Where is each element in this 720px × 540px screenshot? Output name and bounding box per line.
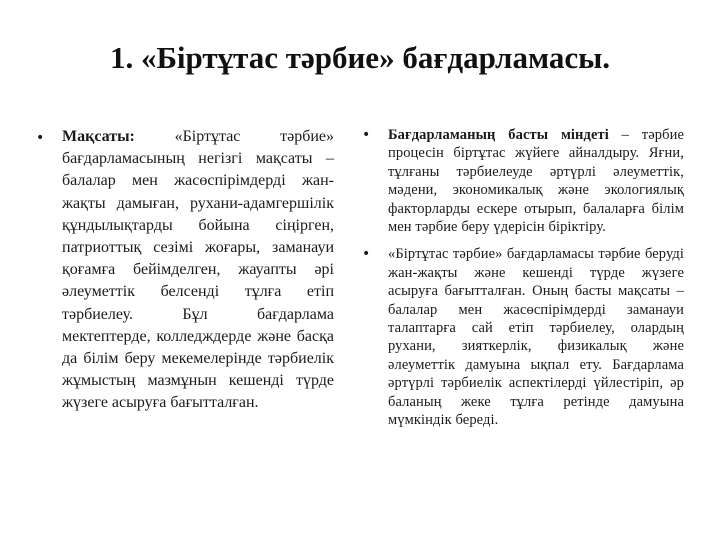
main-task-lead-label: Бағдарламаның басты міндеті (388, 127, 609, 143)
goal-lead-label: Мақсаты: (62, 128, 135, 145)
left-column (36, 126, 334, 415)
right-bullet-program-summary (362, 245, 684, 429)
right-bullet-main-task (362, 126, 684, 236)
program-summary-text: «Біртұтас тәрбие» бағдарламасы тәрбие беруді жан-жақты және кешенді түрде жүзеге асыруға бағытталған. Оның басты мақсаты – балалар мен жасөспірімдерді заманауи талаптарға сай етіп тәрбиелеу, олардың рухани, зияткерлік, физикалық және әлеуметтік дамуына ықпал ету. Бағдарлама әртүрлі тәрбиелік аспектілерді үйлестіріп, әр баланың жеке тұлға ретінде дамуына мүмкіндік береді. (388, 246, 684, 429)
left-bullet-goal (36, 126, 334, 415)
right-column (362, 126, 684, 430)
bullet-icon: • (362, 127, 371, 143)
slide-title: 1. «Біртұтас тәрбие» бағдарламасы. (109, 40, 611, 75)
bullet-icon: • (362, 246, 371, 263)
bullet-icon: • (36, 130, 45, 146)
goal-text: «Біртұтас тәрбие» бағдарламасының негізгі мақсаты – балалар мен жасөспірімдерді жан-жақты дамыған, рухани-адамгершілік құндылықтарды бойына сіңірген, патриоттық сезімі жоғары, заманауи қоғамға бейімделген, жауапты әрі әлеуметтік белсенді тұлға етіп тәрбиелеу. Бұл бағдарлама мектептерде, колледждерде және басқа да білім беру мекемелерінде тәрбиелік жұмыстың мазмұнын кешенді түрде жүзеге асыруға бағытталған. (62, 128, 334, 412)
main-task-text: – тәрбие процесін біртұтас жүйеге айналдыру. Яғни, тұлғаны тәрбиелеуде әртүрлі әлеуметтік, мәдени, экономикалық және экологиялық факторларды ескере отырып, балаларға білім мен тәрбие беру үдерісін біріктіру. (388, 127, 684, 236)
